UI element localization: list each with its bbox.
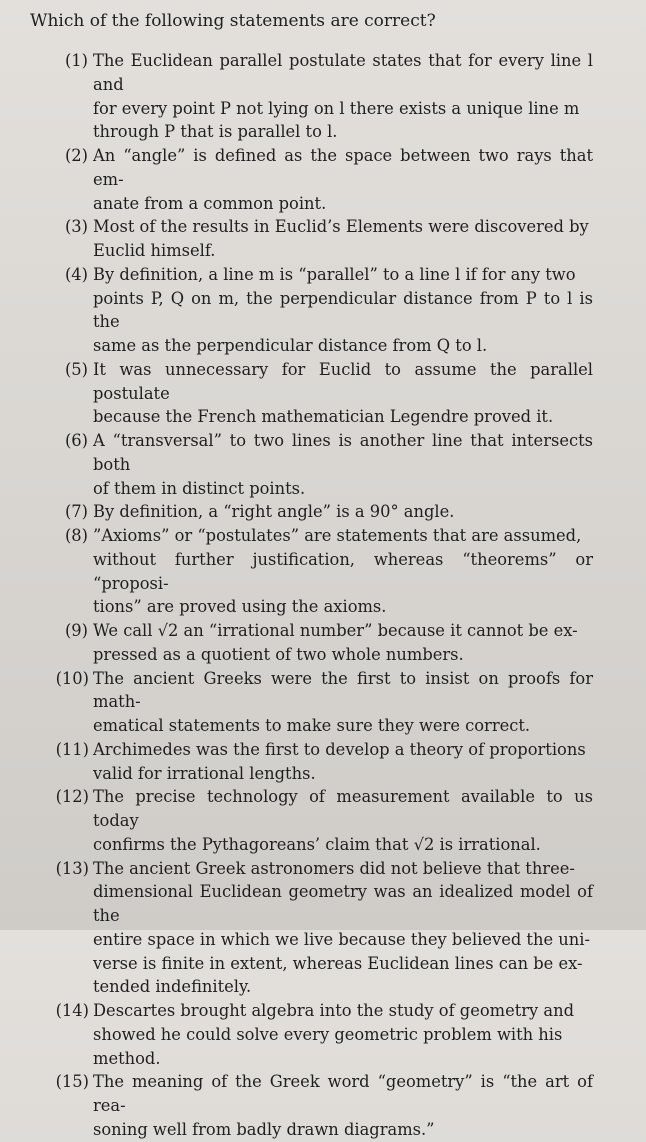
statement-line: of them in distinct points.	[93, 478, 306, 498]
statement-line: A “transversal” to two lines is another line that intersects both	[93, 431, 593, 474]
statement-line: tended indefinitely.	[93, 977, 252, 997]
statement-line: Most of the results in Euclid’s Elements were discovered by	[93, 217, 589, 237]
statement-line: valid for irrational lengths.	[93, 763, 316, 783]
statement-line: without further justification, whereas “theorems” or “proposi-	[93, 549, 593, 593]
statement-line: tions” are proved using the axioms.	[93, 597, 387, 617]
statement-line: An “angle” is defined as the space between two rays that em-	[93, 146, 593, 189]
statement-number: (7)	[64, 502, 88, 522]
statement-line: ”Axioms” or “postulates” are statements that are assumed,	[93, 526, 582, 545]
statement-number: (9)	[64, 621, 88, 640]
statement-item	[0, 49, 593, 144]
statement-item	[0, 524, 593, 619]
statement-number: (12)	[55, 787, 89, 807]
statement-line: By definition, a “right angle” is a 90° angle.	[93, 502, 455, 522]
statement-line: verse is finite in extent, whereas Euclidean lines can be ex-	[93, 953, 583, 973]
statement-line: confirms the Pythagoreans’ claim that √2 is irrational.	[93, 834, 541, 854]
statement-number: (2)	[64, 146, 88, 165]
statement-line: The Euclidean parallel postulate states that for every line l and	[93, 51, 593, 94]
statement-line: ematical statements to make sure they were correct.	[93, 716, 531, 735]
statement-line: soning well from badly drawn diagrams.”	[93, 1119, 435, 1139]
statement-number: (5)	[64, 359, 88, 379]
statement-list	[0, 49, 646, 1142]
statement-line: points P, Q on m, the perpendicular distance from P to l is the	[93, 288, 593, 332]
statement-line: entire space in which we live because they believed the uni-	[93, 929, 590, 949]
statement-item	[0, 667, 593, 738]
statement-line: same as the perpendicular distance from Q to l.	[93, 336, 488, 355]
statement-item	[0, 500, 593, 524]
statement-item	[0, 1070, 593, 1141]
statement-item	[0, 785, 593, 856]
statement-line: Euclid himself.	[93, 241, 216, 260]
statement-item	[0, 999, 593, 1070]
statement-line: The meaning of the Greek word “geometry” is “the art of rea-	[93, 1072, 593, 1115]
statement-line: through P that is parallel to l.	[93, 122, 338, 142]
statement-number: (8)	[64, 526, 88, 545]
statement-number: (4)	[64, 264, 88, 284]
statement-line: The ancient Greeks were the first to insist on proofs for math-	[93, 668, 593, 712]
statement-number: (3)	[64, 217, 88, 237]
statement-line: The precise technology of measurement available to us today	[93, 787, 593, 830]
statement-line: By definition, a line m is “parallel” to a line l if for any two	[93, 264, 576, 284]
statement-line: We call √2 an “irrational number” because it cannot be ex-	[93, 621, 578, 640]
statement-item	[0, 144, 593, 215]
statement-line: anate from a common point.	[93, 193, 327, 213]
statement-item	[0, 358, 593, 429]
statement-line: showed he could solve every geometric problem with his	[93, 1024, 563, 1044]
statement-number: (13)	[55, 858, 89, 878]
statement-line: It was unnecessary for Euclid to assume the parallel postulate	[93, 359, 593, 403]
statement-line: The ancient Greek astronomers did not believe that three-	[93, 858, 575, 878]
statement-line: because the French mathematician Legendre proved it.	[93, 407, 554, 427]
statement-number: (14)	[55, 1001, 89, 1020]
statement-number: (15)	[55, 1072, 89, 1092]
statement-line: dimensional Euclidean geometry was an idealized model of the	[93, 882, 593, 925]
statement-item	[0, 429, 593, 500]
statement-line: method.	[93, 1048, 161, 1068]
statement-item	[0, 215, 593, 263]
statement-line: Archimedes was the first to develop a theory of proportions	[93, 739, 586, 759]
statement-item	[0, 263, 593, 358]
statement-item	[0, 738, 593, 786]
statement-line: pressed as a quotient of two whole numbers.	[93, 644, 464, 664]
statement-line: Descartes brought algebra into the study of geometry and	[93, 1001, 575, 1020]
statement-line: for every point P not lying on l there exists a unique line m	[93, 98, 580, 118]
statement-item	[0, 857, 593, 1000]
statement-number: (1)	[64, 51, 88, 70]
question-heading: Which of the following statements are correct?	[30, 11, 436, 31]
statement-item	[0, 619, 593, 667]
statement-number: (11)	[55, 739, 89, 759]
statement-number: (6)	[64, 431, 88, 450]
statement-number: (10)	[55, 668, 89, 688]
